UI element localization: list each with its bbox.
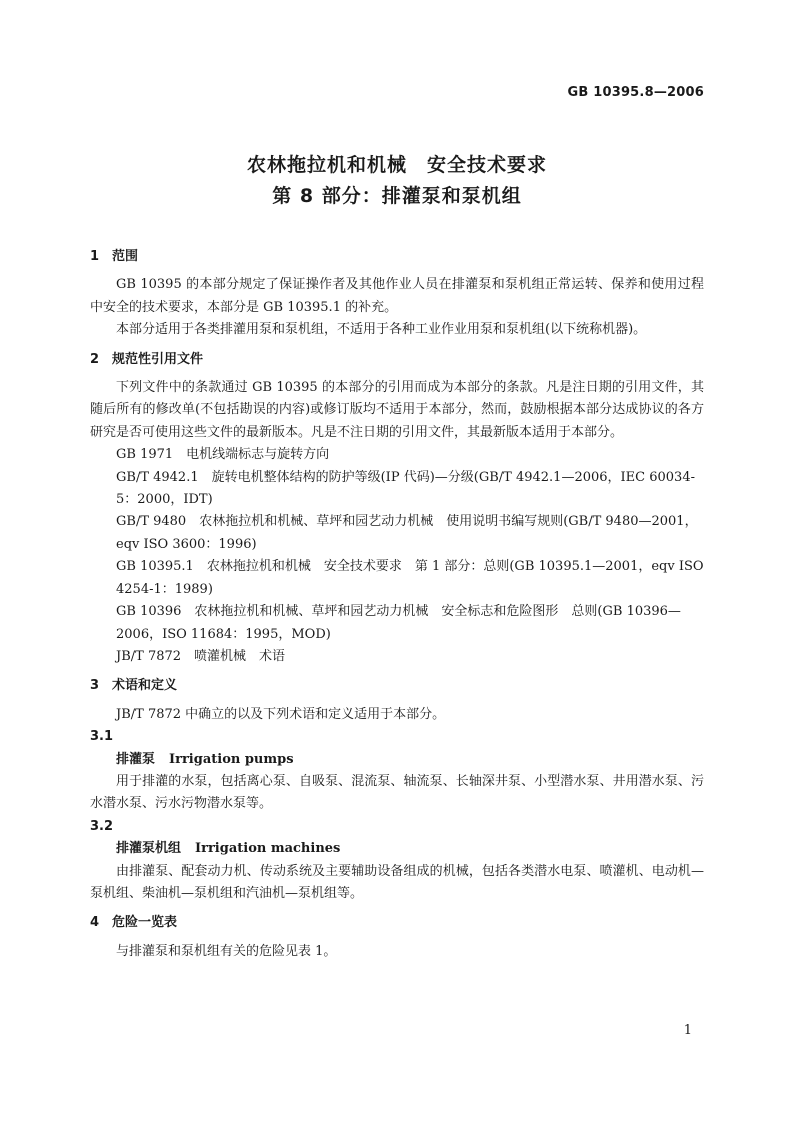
reference-item: GB/T 9480 农林拖拉机和机械、草坪和园艺动力机械 使用说明书编写规则(GB/T 9480—2001，eqv ISO 3600：1996) [116,514,698,552]
term-chinese: 排灌泵机组 [116,841,182,857]
section-title: 术语和定义 [112,678,178,694]
paragraph: GB 10395 的本部分规定了保证操作者及其他作业人员在排灌泵和泵机组正常运转、保养和使用过程中安全的技术要求，本部分是 GB 10395.1 的补充。 [90,277,704,315]
document-title-line1: 农林拖拉机和机械 安全技术要求 [246,154,547,176]
section-number: 1 [90,249,100,264]
section-3-heading [90,675,704,697]
reference-item: GB 10396 农林拖拉机和机械、草坪和园艺动力机械 安全标志和危险图形 总则(GB 10396—2006，ISO 11684：1995，MOD) [116,604,681,642]
reference-item: GB 10395.1 农林拖拉机和机械 安全技术要求 第 1 部分：总则(GB 10395.1—2001，eqv ISO 4254-1：1989) [116,559,704,597]
paragraph: JB/T 7872 中确立的以及下列术语和定义适用于本部分。 [116,706,446,722]
section-title: 规范性引用文件 [112,351,204,367]
standard-code: GB 10395.8—2006 [567,85,704,100]
paragraph: 本部分适用于各类排灌用泵和泵机组，不适用于各种工业作业用泵和泵机组(以下统称机器)。 [116,322,647,338]
term-english: Irrigation machines [195,841,341,857]
term-chinese: 排灌泵 [116,751,156,767]
section-number: 3 [90,678,100,694]
term-english: Irrigation pumps [169,751,294,767]
term-number: 3.2 [90,818,114,834]
section-number: 2 [90,351,100,367]
term-definition: 用于排灌的水泵，包括离心泵、自吸泵、混流泵、轴流泵、长轴深井泵、小型潜水泵、井用潜水泵、污水潜水泵、污水污物潜水泵等。 [90,773,704,812]
reference-item: GB/T 4942.1 旋转电机整体结构的防护等级(IP 代码)—分级(GB/T 4942.1—2006，IEC 60034-5：2000，IDT) [116,469,695,508]
document-title-line2: 第 8 部分：排灌泵和泵机组 [272,185,522,207]
reference-item: GB 1971 电机线端标志与旋转方向 [116,447,330,463]
page-number: 1 [683,1023,692,1038]
section-2-heading [90,349,704,371]
section-title: 范围 [112,249,139,264]
term-heading [90,749,704,771]
term-definition: 由排灌泵、配套动力机、传动系统及主要辅助设备组成的机械，包括各类潜水电泵、喷灌机、电动机—泵机组、柴油机—泵机组和汽油机—泵机组等。 [90,863,704,901]
document-body [90,246,704,963]
section-1-heading [90,246,704,268]
term-number: 3.1 [90,729,114,745]
paragraph: 下列文件中的条款通过 GB 10395 的本部分的引用而成为本部分的条款。凡是注日期的引用文件，其随后所有的修改单(不包括勘误的内容)或修订版均不适用于本部分，然而，鼓励根据本部分达成协议的各方研究是否可使用这些文件的最新版本。凡是不注日期的引用文件，其最新版本适用于本部分。 [90,380,704,440]
reference-item: JB/T 7872 喷灌机械 术语 [116,648,286,664]
section-4-heading [90,912,704,934]
term-heading [90,838,704,860]
paragraph: 与排灌泵和泵机组有关的危险见表 1。 [116,943,337,959]
section-number: 4 [90,915,100,931]
section-title: 危险一览表 [112,915,178,931]
